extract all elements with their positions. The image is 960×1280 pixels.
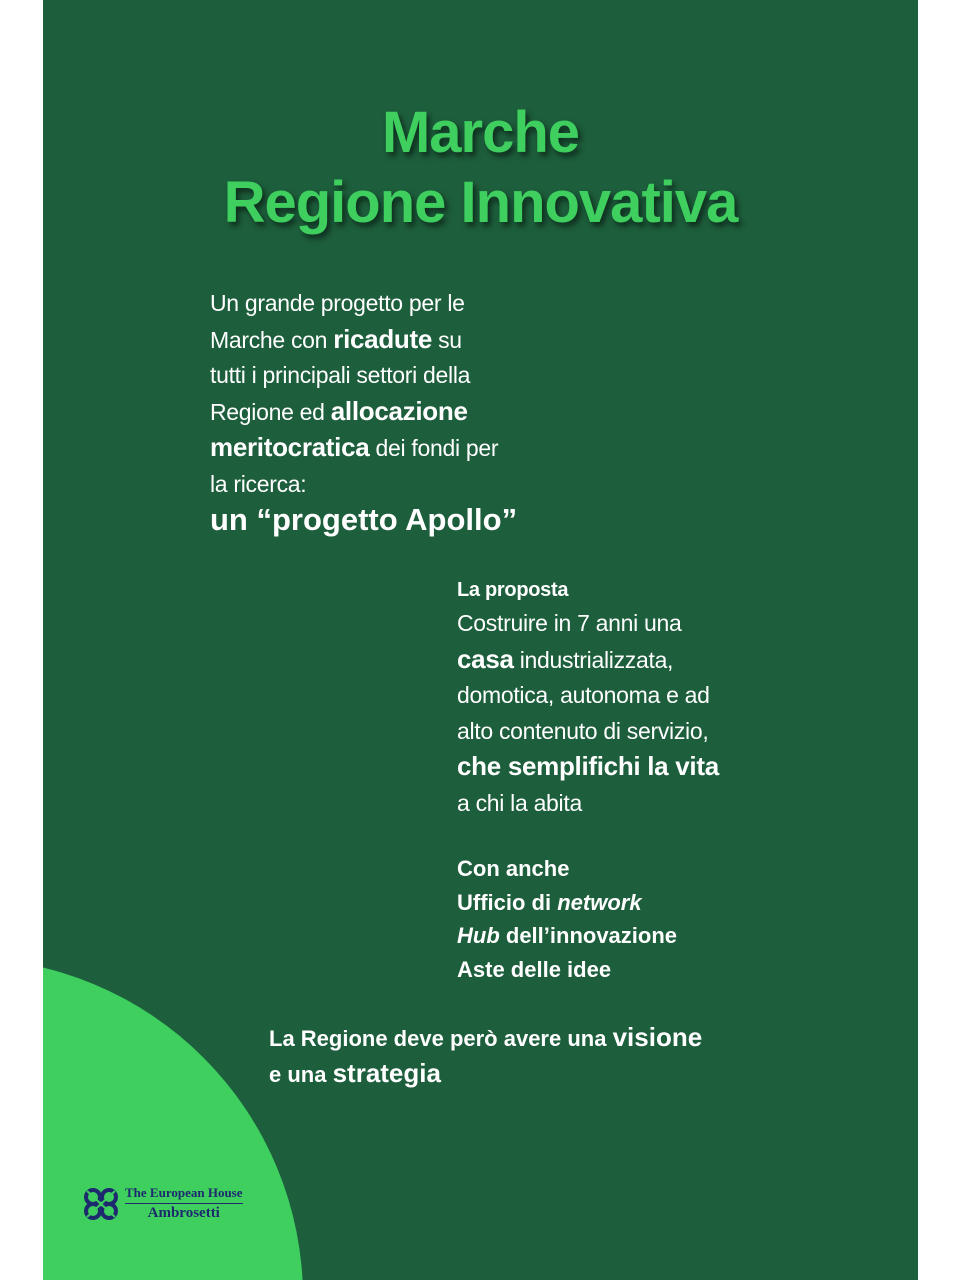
- title-line-2: Regione Innovativa: [223, 170, 738, 235]
- intro-bold: allocazione: [330, 395, 468, 426]
- proposal-line: [457, 749, 897, 786]
- intro-text: su: [432, 326, 462, 353]
- proposal-text: a chi la abita: [457, 789, 582, 816]
- proposal-text: industrializzata,: [513, 646, 674, 673]
- slide-panel: [43, 0, 918, 1280]
- intro-text: la ricerca:: [210, 470, 307, 497]
- intro-line: [210, 322, 630, 359]
- decorative-circle: [43, 958, 303, 1280]
- proposal-line: [457, 678, 897, 714]
- proposal-text: alto contenuto di servizio,: [457, 717, 709, 744]
- con-anche-text: Aste delle idee: [457, 956, 612, 982]
- intro-line: [210, 430, 630, 467]
- con-anche-text: Ufficio di: [457, 889, 558, 915]
- vision-bold: visione: [612, 1022, 703, 1052]
- vision-line: [269, 1020, 829, 1056]
- ambrosetti-logo-icon: [83, 1187, 121, 1221]
- con-anche-heading: Con anche: [457, 856, 570, 881]
- vision-bold: strategia: [332, 1058, 441, 1088]
- intro-text: Marche con: [210, 326, 334, 353]
- proposal-line: [457, 642, 897, 679]
- apollo-headline: un “progetto Apollo”: [210, 502, 518, 537]
- intro-text: tutti i principali settori della: [210, 362, 471, 388]
- vision-text: e una: [269, 1062, 333, 1087]
- logo-line-2: Ambrosetti: [147, 1205, 220, 1221]
- proposal-line: [457, 714, 897, 750]
- vision-text: La Regione deve però avere una: [269, 1026, 613, 1051]
- ambrosetti-logo: [83, 1185, 243, 1222]
- proposal-bold: che semplifichi la vita: [457, 751, 719, 781]
- proposal-text: Costruire in 7 anni una: [457, 610, 682, 636]
- proposal-bold: casa: [457, 643, 514, 674]
- intro-text: Regione ed: [210, 398, 331, 425]
- con-anche-italic: Hub: [457, 923, 500, 948]
- con-anche-text: dell’innovazione: [499, 923, 678, 948]
- con-anche-item: [457, 953, 877, 987]
- vision-line: [269, 1056, 829, 1092]
- proposal-line: [457, 606, 897, 642]
- con-anche-item: [457, 886, 877, 920]
- intro-bold: ricadute: [333, 323, 433, 354]
- intro-bold: meritocratica: [210, 432, 370, 462]
- vision-statement: [269, 1020, 829, 1092]
- intro-line: [210, 467, 630, 503]
- logo-line-1: The European House: [125, 1185, 243, 1204]
- intro-line: [210, 358, 630, 394]
- con-anche-section: [457, 852, 877, 986]
- intro-text: dei fondi per: [369, 435, 499, 461]
- proposal-section: [457, 574, 897, 821]
- intro-paragraph: [210, 286, 630, 502]
- intro-line: [210, 286, 630, 322]
- page-title: [43, 98, 918, 238]
- proposal-line: [457, 786, 897, 822]
- title-line-1: Marche: [381, 100, 580, 165]
- con-anche-item: [457, 919, 877, 953]
- proposal-heading: La proposta: [457, 579, 569, 601]
- intro-line: [210, 394, 630, 431]
- con-anche-italic: network: [557, 889, 642, 915]
- proposal-text: domotica, autonoma e ad: [457, 682, 710, 708]
- intro-text: Un grande progetto per le: [210, 290, 465, 316]
